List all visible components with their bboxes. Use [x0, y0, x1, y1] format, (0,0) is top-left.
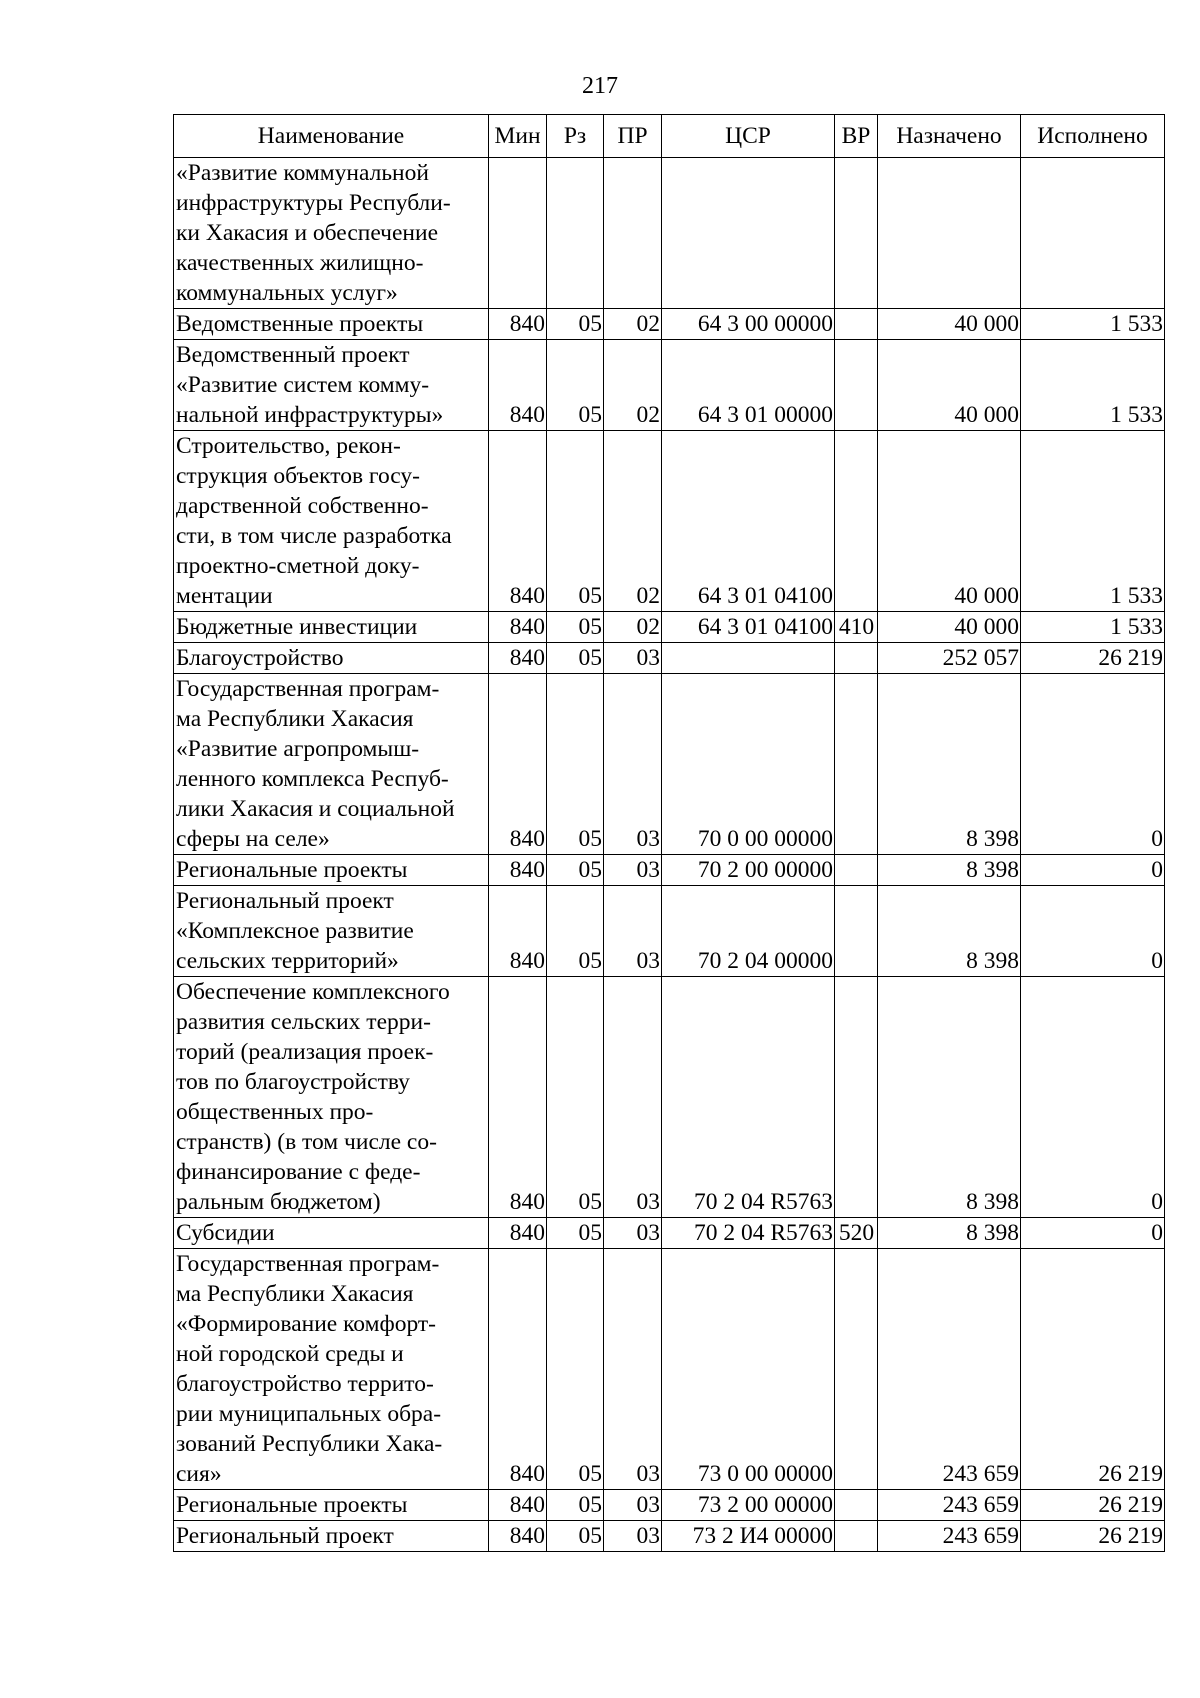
cell-vr [835, 886, 878, 977]
cell-pr: 03 [604, 855, 662, 886]
cell-name-line: Региональный проект [176, 1523, 394, 1549]
cell-executed: 0 [1021, 886, 1165, 977]
table-row [174, 674, 1165, 855]
cell-pr: 03 [604, 1218, 662, 1249]
cell-min: 840 [489, 855, 547, 886]
cell-name-line: «Комплексное развитие [176, 918, 414, 944]
table-row [174, 977, 1165, 1218]
cell-name-line: Благоустройство [176, 645, 344, 671]
cell-vr [835, 340, 878, 431]
cell-rz: 05 [547, 1521, 604, 1552]
cell-name [174, 977, 489, 1218]
cell-name-line: ной городской среды и [176, 1341, 404, 1367]
table-row [174, 855, 1165, 886]
header-executed: Исполнено [1021, 115, 1165, 158]
cell-pr: 02 [604, 309, 662, 340]
cell-name-line: проектно-сметной доку- [176, 553, 420, 579]
cell-rz: 05 [547, 1249, 604, 1490]
cell-vr: 520 [835, 1218, 878, 1249]
cell-executed: 26 219 [1021, 1521, 1165, 1552]
cell-assigned: 40 000 [878, 309, 1021, 340]
cell-assigned: 8 398 [878, 1218, 1021, 1249]
cell-name [174, 309, 489, 340]
cell-name-line: качественных жилищно- [176, 250, 424, 276]
cell-name-line: Государственная програм- [176, 1251, 440, 1277]
cell-min: 840 [489, 1218, 547, 1249]
budget-table [173, 114, 1165, 1552]
cell-vr [835, 158, 878, 309]
cell-vr [835, 855, 878, 886]
cell-name-line: нальной инфраструктуры» [176, 402, 444, 428]
cell-assigned: 243 659 [878, 1249, 1021, 1490]
cell-name [174, 612, 489, 643]
cell-min: 840 [489, 431, 547, 612]
cell-name [174, 643, 489, 674]
cell-rz: 05 [547, 612, 604, 643]
cell-name-line: Региональные проекты [176, 1492, 408, 1518]
table-row [174, 1490, 1165, 1521]
cell-name-line: общественных про- [176, 1099, 374, 1125]
table-row [174, 309, 1165, 340]
cell-executed: 0 [1021, 674, 1165, 855]
cell-name [174, 431, 489, 612]
cell-pr: 02 [604, 612, 662, 643]
cell-executed: 0 [1021, 855, 1165, 886]
cell-executed: 1 533 [1021, 612, 1165, 643]
cell-csr [662, 643, 835, 674]
cell-name-line: лики Хакасия и социальной [176, 796, 455, 822]
cell-name [174, 886, 489, 977]
cell-name [174, 1490, 489, 1521]
header-pr: ПР [604, 115, 662, 158]
cell-name-line: Обеспечение комплексного [176, 979, 450, 1005]
cell-rz [547, 158, 604, 309]
cell-name-line: Региональный проект [176, 888, 394, 914]
cell-pr: 03 [604, 1249, 662, 1490]
header-name: Наименование [174, 115, 489, 158]
header-rz: Рз [547, 115, 604, 158]
cell-name-line: Строительство, рекон- [176, 433, 401, 459]
cell-csr: 64 3 01 04100 [662, 612, 835, 643]
cell-rz: 05 [547, 855, 604, 886]
cell-executed: 26 219 [1021, 1249, 1165, 1490]
cell-name-line: торий (реализация проек- [176, 1039, 434, 1065]
cell-vr [835, 674, 878, 855]
cell-assigned [878, 158, 1021, 309]
cell-min: 840 [489, 340, 547, 431]
cell-name-line: ральным бюджетом) [176, 1189, 381, 1215]
cell-assigned: 8 398 [878, 886, 1021, 977]
cell-pr: 03 [604, 886, 662, 977]
cell-min [489, 158, 547, 309]
cell-assigned: 40 000 [878, 340, 1021, 431]
cell-vr [835, 1521, 878, 1552]
cell-vr [835, 1490, 878, 1521]
cell-csr: 64 3 01 04100 [662, 431, 835, 612]
cell-pr: 03 [604, 643, 662, 674]
cell-csr: 64 3 00 00000 [662, 309, 835, 340]
cell-pr: 02 [604, 340, 662, 431]
cell-name-line: «Развитие коммунальной [176, 160, 429, 186]
cell-executed: 26 219 [1021, 1490, 1165, 1521]
cell-name-line: Региональные проекты [176, 857, 408, 883]
cell-name-line: Ведомственные проекты [176, 311, 424, 337]
cell-csr: 73 0 00 00000 [662, 1249, 835, 1490]
cell-name-line: ма Республики Хакасия [176, 1281, 414, 1307]
cell-name [174, 1249, 489, 1490]
cell-name-line: «Формирование комфорт- [176, 1311, 436, 1337]
header-row [174, 115, 1165, 158]
cell-name-line: «Развитие систем комму- [176, 372, 430, 398]
cell-name-line: сферы на селе» [176, 826, 330, 852]
cell-name-line: ленного комплекса Респуб- [176, 766, 449, 792]
cell-name-line: рии муниципальных обра- [176, 1401, 442, 1427]
cell-name-line: струкция объектов госу- [176, 463, 421, 489]
cell-assigned: 8 398 [878, 977, 1021, 1218]
cell-name-line: развития сельских терри- [176, 1009, 431, 1035]
cell-name-line: ма Республики Хакасия [176, 706, 414, 732]
cell-vr [835, 431, 878, 612]
cell-name [174, 340, 489, 431]
table-row [174, 340, 1165, 431]
cell-name [174, 1218, 489, 1249]
cell-csr: 73 2 И4 00000 [662, 1521, 835, 1552]
cell-rz: 05 [547, 431, 604, 612]
cell-name-line: Субсидии [176, 1220, 275, 1246]
cell-vr [835, 643, 878, 674]
header-csr: ЦСР [662, 115, 835, 158]
cell-vr [835, 1249, 878, 1490]
cell-name-line: Государственная програм- [176, 676, 440, 702]
table-row [174, 886, 1165, 977]
cell-assigned: 252 057 [878, 643, 1021, 674]
table-row [174, 1521, 1165, 1552]
cell-assigned: 40 000 [878, 431, 1021, 612]
cell-name-line: зований Республики Хака- [176, 1431, 443, 1457]
cell-rz: 05 [547, 1218, 604, 1249]
header-vr: ВР [835, 115, 878, 158]
cell-csr: 70 2 04 R5763 [662, 1218, 835, 1249]
cell-name-line: сия» [176, 1461, 222, 1487]
cell-name-line: сти, в том числе разработка [176, 523, 452, 549]
cell-name-line: ментации [176, 583, 273, 609]
cell-executed: 26 219 [1021, 643, 1165, 674]
cell-rz: 05 [547, 309, 604, 340]
cell-pr: 02 [604, 431, 662, 612]
cell-min: 840 [489, 1521, 547, 1552]
cell-csr [662, 158, 835, 309]
cell-pr: 03 [604, 674, 662, 855]
cell-min: 840 [489, 886, 547, 977]
table-row [174, 1249, 1165, 1490]
cell-executed: 0 [1021, 977, 1165, 1218]
cell-pr: 03 [604, 1521, 662, 1552]
cell-name-line: «Развитие агропромыш- [176, 736, 420, 762]
page-number: 217 [582, 73, 618, 99]
cell-name-line: тов по благоустройству [176, 1069, 410, 1095]
cell-name-line: дарственной собственно- [176, 493, 429, 519]
cell-rz: 05 [547, 643, 604, 674]
cell-executed [1021, 158, 1165, 309]
cell-csr: 70 2 00 00000 [662, 855, 835, 886]
cell-pr [604, 158, 662, 309]
cell-csr: 64 3 01 00000 [662, 340, 835, 431]
cell-csr: 70 2 04 R5763 [662, 977, 835, 1218]
cell-min: 840 [489, 674, 547, 855]
cell-rz: 05 [547, 674, 604, 855]
cell-pr: 03 [604, 977, 662, 1218]
cell-vr [835, 977, 878, 1218]
cell-rz: 05 [547, 1490, 604, 1521]
cell-assigned: 243 659 [878, 1521, 1021, 1552]
cell-vr [835, 309, 878, 340]
cell-name-line: ки Хакасия и обеспечение [176, 220, 438, 246]
table-row [174, 643, 1165, 674]
table-row [174, 612, 1165, 643]
cell-rz: 05 [547, 977, 604, 1218]
cell-rz: 05 [547, 886, 604, 977]
cell-assigned: 8 398 [878, 674, 1021, 855]
cell-executed: 0 [1021, 1218, 1165, 1249]
cell-min: 840 [489, 612, 547, 643]
table-row [174, 1218, 1165, 1249]
cell-assigned: 8 398 [878, 855, 1021, 886]
cell-min: 840 [489, 977, 547, 1218]
table-row [174, 431, 1165, 612]
cell-executed: 1 533 [1021, 340, 1165, 431]
cell-executed: 1 533 [1021, 431, 1165, 612]
table-body [174, 158, 1165, 1552]
cell-pr: 03 [604, 1490, 662, 1521]
cell-executed: 1 533 [1021, 309, 1165, 340]
cell-min: 840 [489, 1249, 547, 1490]
cell-name-line: благоустройство террито- [176, 1371, 434, 1397]
cell-name [174, 1521, 489, 1552]
cell-assigned: 243 659 [878, 1490, 1021, 1521]
cell-name-line: Бюджетные инвестиции [176, 614, 418, 640]
cell-vr: 410 [835, 612, 878, 643]
cell-min: 840 [489, 309, 547, 340]
cell-name-line: инфраструктуры Республи- [176, 190, 451, 216]
cell-name [174, 674, 489, 855]
cell-name-line: сельских территорий» [176, 948, 399, 974]
cell-assigned: 40 000 [878, 612, 1021, 643]
cell-csr: 70 2 04 00000 [662, 886, 835, 977]
table-header [174, 115, 1165, 158]
cell-rz: 05 [547, 340, 604, 431]
cell-name-line: финансирование с феде- [176, 1159, 421, 1185]
cell-min: 840 [489, 1490, 547, 1521]
cell-csr: 73 2 00 00000 [662, 1490, 835, 1521]
cell-name [174, 158, 489, 309]
header-assigned: Назначено [878, 115, 1021, 158]
cell-name [174, 855, 489, 886]
table-row [174, 158, 1165, 309]
cell-name-line: Ведомственный проект [176, 342, 410, 368]
cell-csr: 70 0 00 00000 [662, 674, 835, 855]
cell-name-line: странств) (в том числе со- [176, 1129, 437, 1155]
header-min: Мин [489, 115, 547, 158]
cell-min: 840 [489, 643, 547, 674]
cell-name-line: коммунальных услуг» [176, 280, 398, 306]
